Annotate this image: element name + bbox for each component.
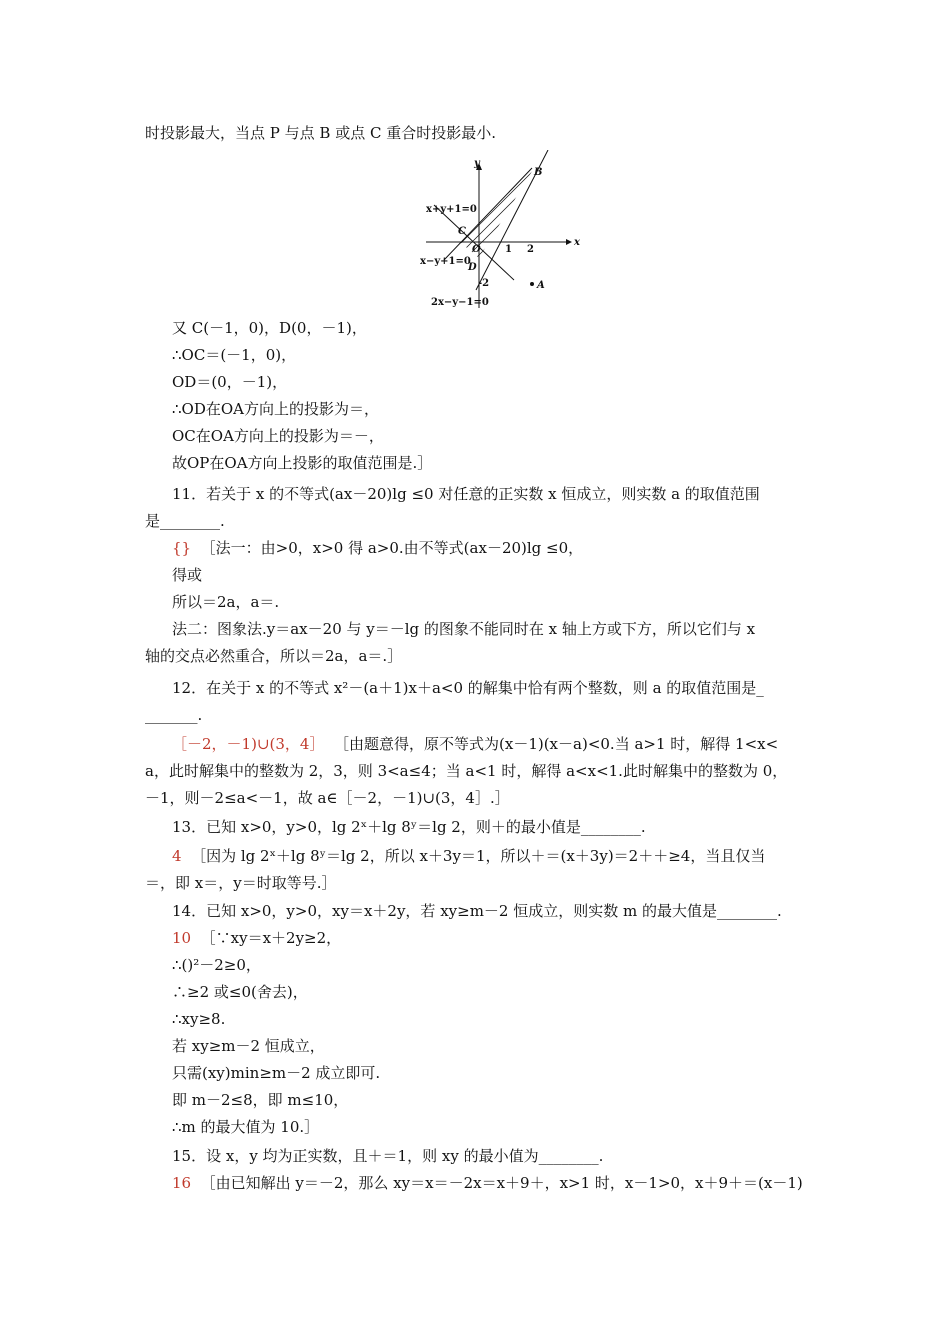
label-a: A: [537, 280, 545, 291]
equation-label: 2x−y−1=0: [431, 297, 489, 308]
label-x: x: [574, 237, 580, 248]
answer-value: {}: [172, 539, 192, 557]
tick-1: 1: [505, 244, 512, 255]
text-line: 故OP在OA方向上投影的取值范围是.］: [172, 454, 433, 472]
question-11-cont: 是________.: [145, 512, 225, 530]
text-line: OC在OA方向上的投影为＝－，: [172, 427, 384, 445]
region-figure: [414, 150, 584, 315]
answer-11: [172, 538, 583, 558]
answer-15: [172, 1173, 803, 1193]
answer-12: [172, 734, 778, 754]
text-line: 时投影最大，当点 P 与点 B 或点 C 重合时投影最小.: [145, 124, 496, 142]
text-line: ∴xy≥8.: [172, 1010, 226, 1028]
text-line: a，此时解集中的整数为 2，3，则 3<a≤4；当 a<1 时，解得 a<x<1.此时解集中的整数为 0，: [145, 762, 788, 780]
question-15: 15．设 x，y 均为正实数，且＋＝1，则 xy 的最小值为________.: [172, 1147, 604, 1165]
question-12: 12．在关于 x 的不等式 x²－(a＋1)x＋a<0 的解集中恰有两个整数，则 a 的取值范围是_: [172, 679, 764, 697]
text-line: 又 C(－1，0)，D(0，－1)，: [172, 319, 367, 337]
equation-label: x−y+1=0: [420, 256, 471, 267]
text-line: ∴≥2 或≤0(舍去)，: [172, 983, 308, 1001]
label-c: C: [458, 226, 466, 237]
text-line: ∴OD在OA方向上的投影为＝，: [172, 400, 379, 418]
answer-13: [172, 846, 765, 866]
question-11: 11．若关于 x 的不等式(ax－20)lg ≤0 对任意的正实数 x 恒成立，则实数 a 的取值范围: [172, 485, 760, 503]
text-line: 只需(xy)min≥m－2 成立即可.: [172, 1064, 381, 1082]
answer-value: ［－2，－1)∪(3，4］: [172, 735, 325, 753]
x-axis-arrow: [566, 239, 572, 245]
point-a-dot: [530, 282, 534, 286]
answer-value: 10: [172, 929, 192, 947]
text-line: 轴的交点必然重合，所以＝2a，a＝.］: [145, 647, 403, 665]
answer-14: [172, 928, 341, 948]
tick-neg2: -2: [478, 278, 490, 289]
text-line: 即 m－2≤8，即 m≤10，: [172, 1091, 349, 1109]
text-line: 所以＝2a，a＝.: [172, 593, 280, 611]
answer-text: ［由已知解出 y＝－2，那么 xy＝x＝－2x＝x＋9＋，x>1 时，x－1>0，x＋9＋＝(x－1): [200, 1174, 803, 1192]
tick-2: 2: [527, 244, 534, 255]
text-line: 得或: [172, 566, 203, 584]
label-y: y: [474, 158, 480, 169]
equation-label: x+y+1=0: [426, 204, 477, 215]
answer-text: ［由题意得，原不等式为(x－1)(x－a)<0.当 a>1 时，解得 1<x<: [334, 735, 779, 753]
text-line: －1，则－2≤a<－1，故 a∈［－2，－1)∪(3，4］.］: [145, 789, 510, 807]
label-o: O: [472, 244, 481, 255]
question-12-cont: _______.: [145, 706, 203, 724]
text-line: ＝，即 x＝，y＝时取等号.］: [145, 874, 337, 892]
answer-text: ［∵xy＝x＋2y≥2，: [200, 929, 342, 947]
answer-value: 4: [172, 847, 182, 865]
text-line: OD＝(0，－1)，: [172, 373, 288, 391]
answer-text: ［法一：由>0，x>0 得 a>0.由不等式(ax－20)lg ≤0，: [200, 539, 584, 557]
text-line: ∴()²－2≥0，: [172, 956, 261, 974]
text-line: ∴m 的最大值为 10.］: [172, 1118, 320, 1136]
text-line: ∴OC＝(－1，0)，: [172, 346, 297, 364]
question-13: 13．已知 x>0，y>0，lg 2ˣ＋lg 8ʸ＝lg 2，则＋的最小值是________.: [172, 818, 646, 836]
text-line: 若 xy≥m－2 恒成立，: [172, 1037, 325, 1055]
answer-value: 16: [172, 1174, 192, 1192]
label-d: D: [468, 262, 477, 273]
label-b: B: [534, 167, 543, 178]
answer-text: ［因为 lg 2ˣ＋lg 8ʸ＝lg 2，所以 x＋3y＝1，所以＋＝(x＋3y)＝2＋＋≥4，当且仅当: [191, 847, 766, 865]
question-14: 14．已知 x>0，y>0，xy＝x＋2y，若 xy≥m－2 恒成立，则实数 m 的最大值是________.: [172, 902, 782, 920]
text-line: 法二：图象法.y＝ax－20 与 y＝－lg 的图象不能同时在 x 轴上方或下方，所以它们与 x: [172, 620, 756, 638]
